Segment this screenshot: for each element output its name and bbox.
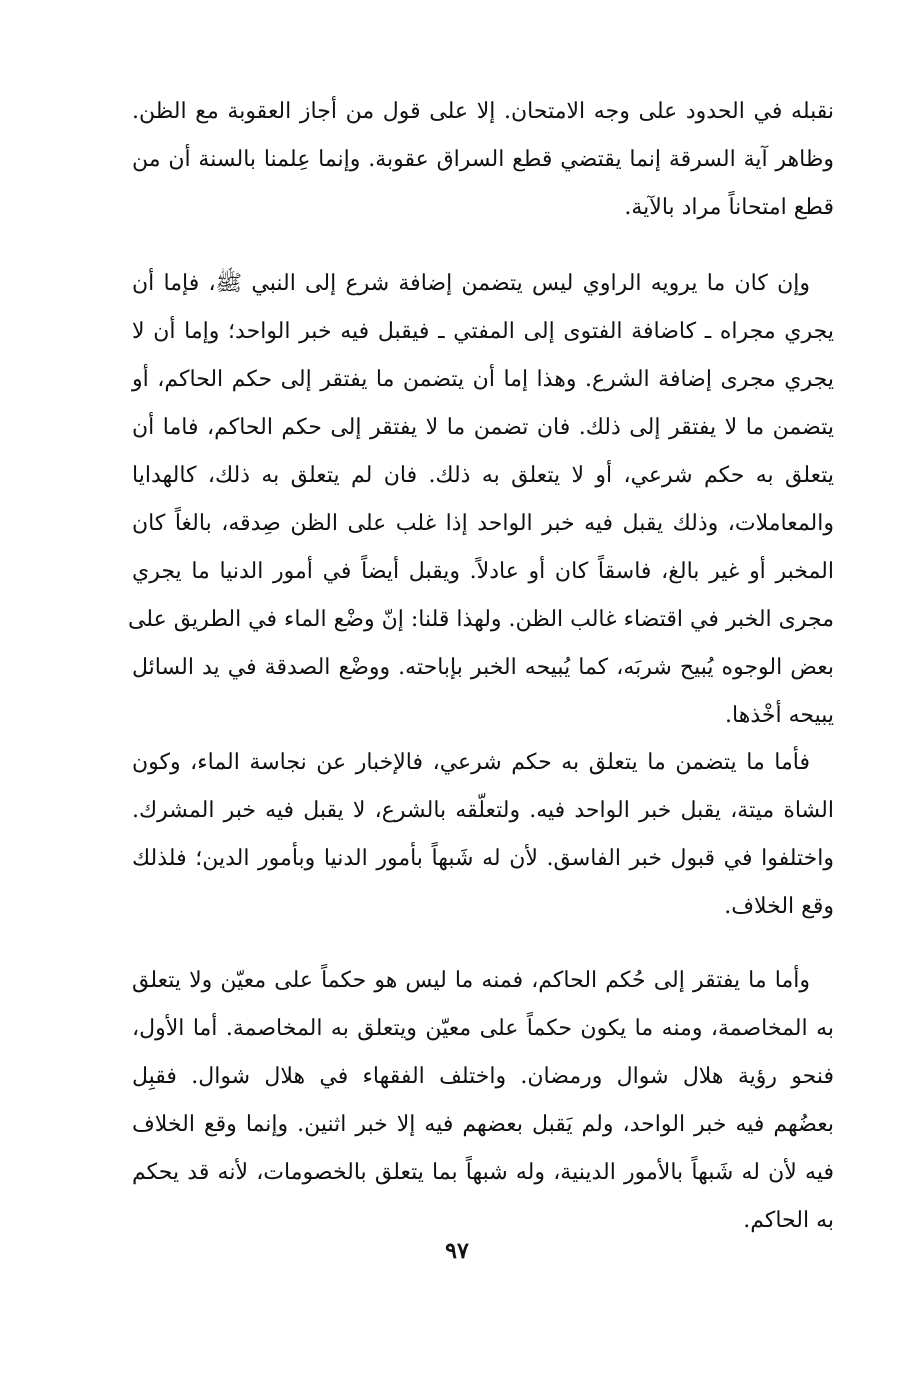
paragraph-line: يتعلق به حكم شرعي، أو لا يتعلق به ذلك. فان لم يتعلق به ذلك، كالهدايا bbox=[132, 463, 834, 488]
paragraph-line: وقع الخلاف. bbox=[724, 894, 834, 919]
paragraph-line: نقبله في الحدود على وجه الامتحان. إلا على قول من أجاز العقوبة مع الظن. bbox=[132, 99, 834, 124]
paragraph-line: يجري مجراه ـ كاضافة الفتوى إلى المفتي ـ فيقبل فيه خبر الواحد؛ وإما أن لا bbox=[132, 319, 834, 344]
paragraph-line: يبيحه أخْذها. bbox=[725, 703, 834, 728]
paragraph-line: به المخاصمة، ومنه ما يكون حكماً على معيّن ويتعلق به المخاصمة. أما الأول، bbox=[132, 1016, 834, 1041]
paragraph-line: والمعاملات، وذلك يقبل فيه خبر الواحد إذا غلب على الظن صِدقه، بالغاً كان bbox=[132, 511, 834, 536]
paragraph-line: بعض الوجوه يُبيح شربَه، كما يُبيحه الخبر بإباحته. ووضْع الصدقة في يد السائل bbox=[132, 655, 834, 680]
paragraph-line: المخبر أو غير بالغ، فاسقاً كان أو عادلاً. ويقبل أيضاً في أمور الدنيا ما يجري bbox=[132, 559, 834, 584]
paragraph-4 bbox=[132, 957, 834, 1245]
paragraph-3 bbox=[132, 739, 834, 931]
paragraph-1 bbox=[132, 88, 834, 232]
paragraph-line: بعضُهم فيه خبر الواحد، ولم يَقبل بعضهم فيه إلا خبر اثنين. وإنما وقع الخلاف bbox=[132, 1112, 834, 1137]
paragraph-line: وظاهر آية السرقة إنما يقتضي قطع السراق عقوبة. وإنما عِلمنا بالسنة أن من bbox=[132, 147, 834, 172]
paragraph-line: فنحو رؤية هلال شوال ورمضان. واختلف الفقهاء في هلال شوال. فقبِل bbox=[132, 1064, 834, 1089]
paragraph-line: الشاة ميتة، يقبل خبر الواحد فيه. ولتعلّقه بالشرع، لا يقبل فيه خبر المشرك. bbox=[132, 798, 834, 823]
paragraph-line: واختلفوا في قبول خبر الفاسق. لأن له شَبهاً بأمور الدنيا وبأمور الدين؛ فلذلك bbox=[132, 846, 834, 871]
paragraph-line: به الحاكم. bbox=[743, 1208, 834, 1233]
paragraph-line: يتضمن ما لا يفتقر إلى ذلك. فان تضمن ما لا يفتقر إلى حكم الحاكم، فاما أن bbox=[132, 415, 834, 440]
page-number: ٩٧ bbox=[445, 1238, 469, 1264]
paragraph-line: وإن كان ما يرويه الراوي ليس يتضمن إضافة شرع إلى النبي ﷺ، فإما أن bbox=[132, 271, 810, 296]
paragraph-line: فيه لأن له شَبهاً بالأمور الدينية، وله شبهاً بما يتعلق بالخصومات، لأنه قد يحكم bbox=[132, 1160, 834, 1185]
paragraph-line: مجرى الخبر في اقتضاء غالب الظن. ولهذا قلنا: إنّ وضْع الماء في الطريق على bbox=[127, 607, 834, 632]
paragraph-line: وأما ما يفتقر إلى حُكم الحاكم، فمنه ما ليس هو حكماً على معيّن ولا يتعلق bbox=[132, 968, 810, 993]
paragraph-line: يجري مجرى إضافة الشرع. وهذا إما أن يتضمن ما يفتقر إلى حكم الحاكم، أو bbox=[132, 367, 834, 392]
paragraph-line: قطع امتحاناً مراد بالآية. bbox=[624, 195, 834, 220]
paragraph-2 bbox=[127, 260, 834, 740]
paragraph-line: فأما ما يتضمن ما يتعلق به حكم شرعي، فالإخبار عن نجاسة الماء، وكون bbox=[132, 750, 810, 775]
